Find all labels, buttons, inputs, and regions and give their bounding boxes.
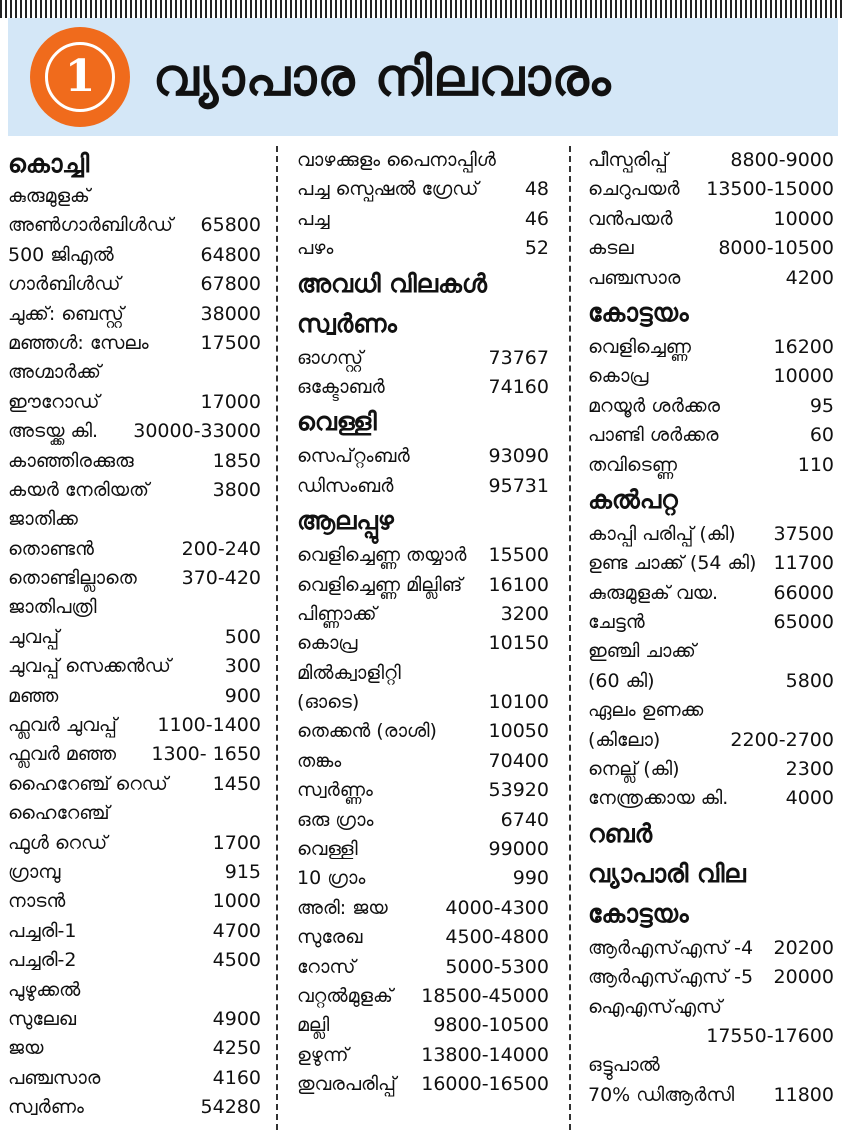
commodity-name: ചെറുപയർ <box>588 178 680 201</box>
commodity-name: കാപ്പി പരിപ്പ് (കി) <box>588 522 736 545</box>
commodity-name: പീസ്പരിപ്പ് <box>588 149 668 171</box>
commodity-price: 4900 <box>212 1007 261 1030</box>
commodity-price: 4000-4300 <box>445 896 549 919</box>
price-row <box>8 829 261 858</box>
commodity-price: 99000 <box>488 838 549 861</box>
commodity-price: 2300 <box>785 758 834 781</box>
commodity-price: 4250 <box>212 1037 261 1060</box>
commodity-name: മല്ലി <box>297 1014 330 1037</box>
commodity-price: 53920 <box>488 779 549 802</box>
commodity-name: കാഞ്ഞിരക്കുരു <box>8 449 134 472</box>
commodity-name: വറ്റൽമുളക് <box>297 984 393 1007</box>
price-row <box>297 747 549 776</box>
price-row <box>297 146 549 175</box>
commodity-price: 4700 <box>212 919 261 942</box>
commodity-name: പച്ചരി-1 <box>8 919 77 942</box>
commodity-name: ഗ്രാമ്പു <box>8 860 61 883</box>
commodity-name: ഗാർബിൾഡ് <box>8 273 121 296</box>
commodity-price: 17000 <box>200 390 261 413</box>
commodity-price: 20200 <box>773 936 834 959</box>
commodity-price: 2200-2700 <box>730 728 834 751</box>
commodity-name: ഏലം ഉണക്ക <box>588 699 704 722</box>
commodity-name: പുഴുക്കൽ <box>8 978 81 1001</box>
top-dotted-rule <box>0 0 845 18</box>
price-row <box>588 1051 834 1080</box>
commodity-price: 54280 <box>200 1096 261 1119</box>
price-row <box>297 541 549 570</box>
commodity-name: വെളിച്ചെണ്ണ മില്ലിങ് <box>297 573 463 596</box>
section-heading: അവധി വിലകൾ <box>297 268 487 298</box>
price-row <box>297 1011 549 1040</box>
commodity-name: ജയ <box>8 1037 44 1060</box>
price-row <box>297 806 549 835</box>
price-row <box>8 1093 261 1122</box>
commodity-name: മിൽക്വാളിറ്റി <box>297 661 401 684</box>
price-row <box>8 740 261 769</box>
commodity-name: സുലേഖ <box>8 1007 77 1030</box>
commodity-name: മഞ്ഞൾ: സേലം <box>8 331 149 354</box>
price-row <box>297 175 549 204</box>
commodity-name: അഗ്മാർക്ക് <box>8 361 101 384</box>
section-heading: കൽപറ്റ <box>588 484 678 514</box>
commodity-name: പഞ്ചസാര <box>588 266 681 289</box>
commodity-price: 11800 <box>773 1083 834 1106</box>
commodity-price: 13500-15000 <box>706 178 834 201</box>
section-heading: കോട്ടയം <box>588 898 689 928</box>
price-row <box>588 234 834 263</box>
price-row <box>297 923 549 952</box>
price-row <box>8 270 261 299</box>
page-title: വ്യാപാര നിലവാരം <box>153 48 612 108</box>
commodity-name: ഇഞ്ചി ചാക്ക് <box>588 640 696 663</box>
commodity-name: ചുവപ്പ് <box>8 625 60 648</box>
commodity-name: തുവരപരിപ്പ് <box>297 1073 396 1096</box>
commodity-name: ഐഎസ്എസ് <box>588 995 722 1018</box>
commodity-price: 3800 <box>212 478 261 501</box>
commodity-name: വെളിച്ചെണ്ണ തയ്യാർ <box>297 544 467 567</box>
price-row <box>8 447 261 476</box>
commodity-price: 990 <box>512 867 549 890</box>
price-row <box>588 362 834 391</box>
commodity-name: ഈറോഡ് <box>8 390 100 413</box>
price-row <box>588 451 834 480</box>
price-row <box>588 667 834 696</box>
commodity-price: 4500-4800 <box>445 926 549 949</box>
commodity-name: വൻപയർ <box>588 207 673 230</box>
commodity-price: 95 <box>809 394 834 417</box>
commodity-name: പിണ്ണാക്ക് <box>297 602 377 625</box>
commodity-price: 70400 <box>488 749 549 772</box>
commodity-price: 900 <box>224 684 261 707</box>
commodity-price: 15500 <box>488 544 549 567</box>
commodity-name: ഹൈറേഞ്ച് റെഡ് <box>8 772 168 795</box>
commodity-name: തൊണ്ടൻ <box>8 537 94 560</box>
commodity-name: സുരേഖ <box>297 926 363 949</box>
commodity-name: മറയൂർ ശർക്കര <box>588 394 721 417</box>
commodity-price: 46 <box>524 207 549 230</box>
commodity-price: 4200 <box>785 266 834 289</box>
commodity-price: 4160 <box>212 1066 261 1089</box>
price-row <box>588 963 834 992</box>
commodity-price: 10150 <box>488 632 549 655</box>
commodity-price: 93090 <box>488 445 549 468</box>
badge-number: 1 <box>45 42 115 112</box>
commodity-name: സ്വർണ്ണം <box>297 779 373 802</box>
commodity-price: 4500 <box>212 949 261 972</box>
price-row <box>588 726 834 755</box>
price-row <box>8 1064 261 1093</box>
commodity-price: 95731 <box>488 474 549 497</box>
commodity-price: 16000-16500 <box>421 1073 549 1096</box>
price-row <box>8 593 261 622</box>
price-row <box>297 571 549 600</box>
commodity-price: 3200 <box>500 602 549 625</box>
commodity-name: കടല <box>588 237 634 260</box>
commodity-name: ഉണ്ട ചാക്ക് (54 കി) <box>588 552 757 575</box>
price-row <box>8 211 261 240</box>
commodity-price: 10000 <box>773 207 834 230</box>
commodity-price: 1300- 1650 <box>151 743 261 766</box>
price-row <box>588 175 834 204</box>
price-row <box>8 417 261 446</box>
commodity-name: നാടൻ <box>8 890 66 913</box>
commodity-price: 110 <box>797 453 834 476</box>
price-column-2 <box>297 146 549 1100</box>
price-row <box>588 608 834 637</box>
commodity-price: 67800 <box>200 273 261 296</box>
section-header <box>8 18 838 136</box>
commodity-price: 1850 <box>212 449 261 472</box>
price-row <box>297 1041 549 1070</box>
commodity-name: ഓഗസ്റ്റ് <box>297 346 364 369</box>
commodity-name: ജാതിപത്രി <box>8 596 97 619</box>
commodity-name: ഒട്ടുപാൽ <box>588 1054 660 1077</box>
commodity-price: 13800-14000 <box>421 1043 549 1066</box>
price-row <box>8 887 261 916</box>
price-row <box>297 659 549 688</box>
price-row <box>297 894 549 923</box>
price-column-3 <box>588 146 834 1110</box>
price-row <box>588 421 834 450</box>
commodity-price: 16200 <box>773 335 834 358</box>
price-row <box>297 717 549 746</box>
price-row <box>8 799 261 828</box>
commodity-name: ആർഎസ്എസ് -5 <box>588 966 754 989</box>
commodity-name: പച്ചരി-2 <box>8 949 77 972</box>
commodity-price: 11700 <box>773 552 834 575</box>
section-heading: കോട്ടയം <box>588 297 689 327</box>
commodity-name: സെപ്റ്റംബർ <box>297 445 410 468</box>
commodity-name: ഫ്ലവർ ചുവപ്പ് <box>8 714 117 737</box>
commodity-name: ആർഎസ്എസ് -4 <box>588 936 754 959</box>
commodity-name: കൊപ്ര <box>297 632 358 655</box>
commodity-price: 370-420 <box>181 567 261 590</box>
commodity-price: 60 <box>809 424 834 447</box>
commodity-name: ഫ്ലവർ മഞ്ഞ <box>8 743 117 766</box>
commodity-name: (60 കി) <box>588 669 655 692</box>
commodity-price: 52 <box>524 237 549 260</box>
commodity-price: 73767 <box>488 346 549 369</box>
commodity-name: സ്വർണം <box>8 1096 84 1119</box>
price-row <box>8 182 261 211</box>
commodity-name: പച്ച സ്പെഷൽ ഗ്രേഡ് <box>297 178 479 201</box>
commodity-name: ഫുൾ റെഡ് <box>8 831 108 854</box>
commodity-name: പച്ച <box>297 207 330 230</box>
price-row <box>297 776 549 805</box>
commodity-name: 70% ഡിആർസി <box>588 1083 735 1106</box>
commodity-price: 10000 <box>773 365 834 388</box>
price-row <box>8 535 261 564</box>
price-row <box>8 917 261 946</box>
commodity-price: 20000 <box>773 966 834 989</box>
price-row <box>8 1034 261 1063</box>
price-row <box>8 358 261 387</box>
price-row <box>588 993 834 1022</box>
price-row <box>297 1070 549 1099</box>
commodity-name: തെക്കൻ (രാശി) <box>297 720 437 743</box>
price-row <box>588 205 834 234</box>
commodity-price: 5800 <box>785 669 834 692</box>
commodity-name: അരി: ജയ <box>297 896 388 919</box>
commodity-price: 30000-33000 <box>133 420 261 443</box>
price-row <box>8 946 261 975</box>
price-row <box>8 682 261 711</box>
price-row <box>588 1081 834 1110</box>
price-row <box>588 696 834 725</box>
commodity-price: 1450 <box>212 772 261 795</box>
price-row <box>8 858 261 887</box>
commodity-price: 1100-1400 <box>157 714 261 737</box>
price-row <box>8 241 261 270</box>
commodity-name: ഡിസംബർ <box>297 474 394 497</box>
commodity-name: (കിലോ) <box>588 728 661 751</box>
price-row <box>297 472 549 501</box>
commodity-name: ചുക്ക്: ബെസ്റ്റ് <box>8 302 124 325</box>
commodity-name: ഒരു ഗ്രാം <box>297 808 374 831</box>
price-row <box>8 976 261 1005</box>
commodity-name: ചുവപ്പ് സെക്കൻഡ് <box>8 655 171 678</box>
price-row <box>8 652 261 681</box>
commodity-name: നേന്ത്രക്കായ കി. <box>588 787 729 810</box>
price-row <box>8 770 261 799</box>
commodity-name: മഞ്ഞ <box>8 684 59 707</box>
price-row <box>8 711 261 740</box>
price-row <box>588 579 834 608</box>
commodity-price: 1700 <box>212 831 261 854</box>
price-row <box>8 564 261 593</box>
commodity-price: 48 <box>524 178 549 201</box>
commodity-price: 66000 <box>773 581 834 604</box>
price-row <box>297 982 549 1011</box>
commodity-price: 17550-17600 <box>706 1024 834 1047</box>
price-row <box>588 520 834 549</box>
price-row <box>297 600 549 629</box>
commodity-name: തങ്കം <box>297 749 342 772</box>
commodity-name: ചേട്ടൻ <box>588 611 645 634</box>
section-heading: സ്വർണം <box>297 308 397 338</box>
commodity-price: 8800-9000 <box>730 149 834 171</box>
commodity-price: 65800 <box>200 214 261 237</box>
commodity-price: 10100 <box>488 691 549 714</box>
commodity-name: വാഴക്കുളം പൈനാപ്പിൾ <box>297 149 496 171</box>
commodity-price: 74160 <box>488 375 549 398</box>
price-row <box>297 688 549 717</box>
commodity-price: 17500 <box>200 331 261 354</box>
price-row <box>297 234 549 263</box>
commodity-name: റോസ് <box>297 955 356 978</box>
commodity-price: 9800-10500 <box>433 1014 549 1037</box>
price-row <box>8 329 261 358</box>
price-row <box>588 784 834 813</box>
commodity-name: അടയ്ക്ക കി. <box>8 420 99 443</box>
price-column-1 <box>8 146 261 1123</box>
commodity-price: 64800 <box>200 243 261 266</box>
price-row <box>588 146 834 175</box>
commodity-price: 8000-10500 <box>718 237 834 260</box>
price-row <box>297 629 549 658</box>
commodity-name: 500 ജിഎൽ <box>8 243 114 266</box>
commodity-name: തവിടെണ്ണ <box>588 453 677 476</box>
commodity-price: 915 <box>224 860 261 883</box>
commodity-name: 10 ഗ്രാം <box>297 867 366 890</box>
commodity-name: കയർ നേരിയത് <box>8 478 149 501</box>
price-row <box>297 344 549 373</box>
price-row <box>8 623 261 652</box>
commodity-price: 200-240 <box>181 537 261 560</box>
commodity-name: വെളിച്ചെണ്ണ <box>588 335 691 358</box>
price-row <box>297 835 549 864</box>
commodity-name: ഒക്ടോബർ <box>297 375 385 398</box>
price-row <box>588 549 834 578</box>
price-row <box>8 476 261 505</box>
section-heading: വ്യാപാരി വില <box>588 858 746 888</box>
commodity-name: ഉഴുന്ന് <box>297 1043 349 1066</box>
price-row <box>297 373 549 402</box>
price-row <box>297 953 549 982</box>
price-row <box>297 442 549 471</box>
column-divider <box>276 146 278 1130</box>
column-divider <box>569 146 571 1130</box>
section-heading: റബർ <box>588 818 653 848</box>
commodity-price: 1000 <box>212 890 261 913</box>
commodity-price: 16100 <box>488 573 549 596</box>
commodity-name: പഞ്ചസാര <box>8 1066 101 1089</box>
commodity-name: വെള്ളി <box>297 838 358 861</box>
commodity-name: നെല്ല് (കി) <box>588 758 680 781</box>
commodity-name: ജാതിക്ക <box>8 508 78 531</box>
commodity-name: കുരുമുളക് <box>8 185 90 207</box>
commodity-price: 300 <box>224 655 261 678</box>
price-row <box>588 333 834 362</box>
commodity-name: കൊപ്ര <box>588 365 649 388</box>
price-row <box>8 388 261 417</box>
commodity-name: പാണ്ടി ശർക്കര <box>588 424 719 447</box>
price-row <box>297 205 549 234</box>
price-row <box>8 1005 261 1034</box>
commodity-name: പഴം <box>297 237 334 260</box>
commodity-price: 5000-5300 <box>445 955 549 978</box>
commodity-price: 38000 <box>200 302 261 325</box>
section-heading: കൊച്ചി <box>8 149 90 178</box>
price-row <box>588 934 834 963</box>
price-row <box>588 637 834 666</box>
price-row <box>297 864 549 893</box>
price-row <box>588 392 834 421</box>
price-row <box>588 1022 834 1051</box>
commodity-price: 6740 <box>500 808 549 831</box>
section-heading: ആലപ്പുഴ <box>297 506 394 536</box>
commodity-name: അൺഗാർബിൾഡ് <box>8 214 173 237</box>
commodity-name: കുരുമുളക് വയ. <box>588 581 719 604</box>
commodity-price: 4000 <box>785 787 834 810</box>
commodity-price: 10050 <box>488 720 549 743</box>
commodity-price: 37500 <box>773 522 834 545</box>
price-row <box>8 505 261 534</box>
commodity-name: ഹൈറേഞ്ച് <box>8 802 110 825</box>
commodity-price: 18500-45000 <box>421 984 549 1007</box>
commodity-name: (ഓടെ) <box>297 691 360 714</box>
commodity-price: 65000 <box>773 611 834 634</box>
section-heading: വെള്ളി <box>297 407 377 437</box>
price-row <box>8 300 261 329</box>
commodity-price: 500 <box>224 625 261 648</box>
commodity-name: തൊണ്ടില്ലാതെ <box>8 567 137 590</box>
number-badge <box>30 27 130 127</box>
price-row <box>588 264 834 293</box>
price-row <box>588 755 834 784</box>
